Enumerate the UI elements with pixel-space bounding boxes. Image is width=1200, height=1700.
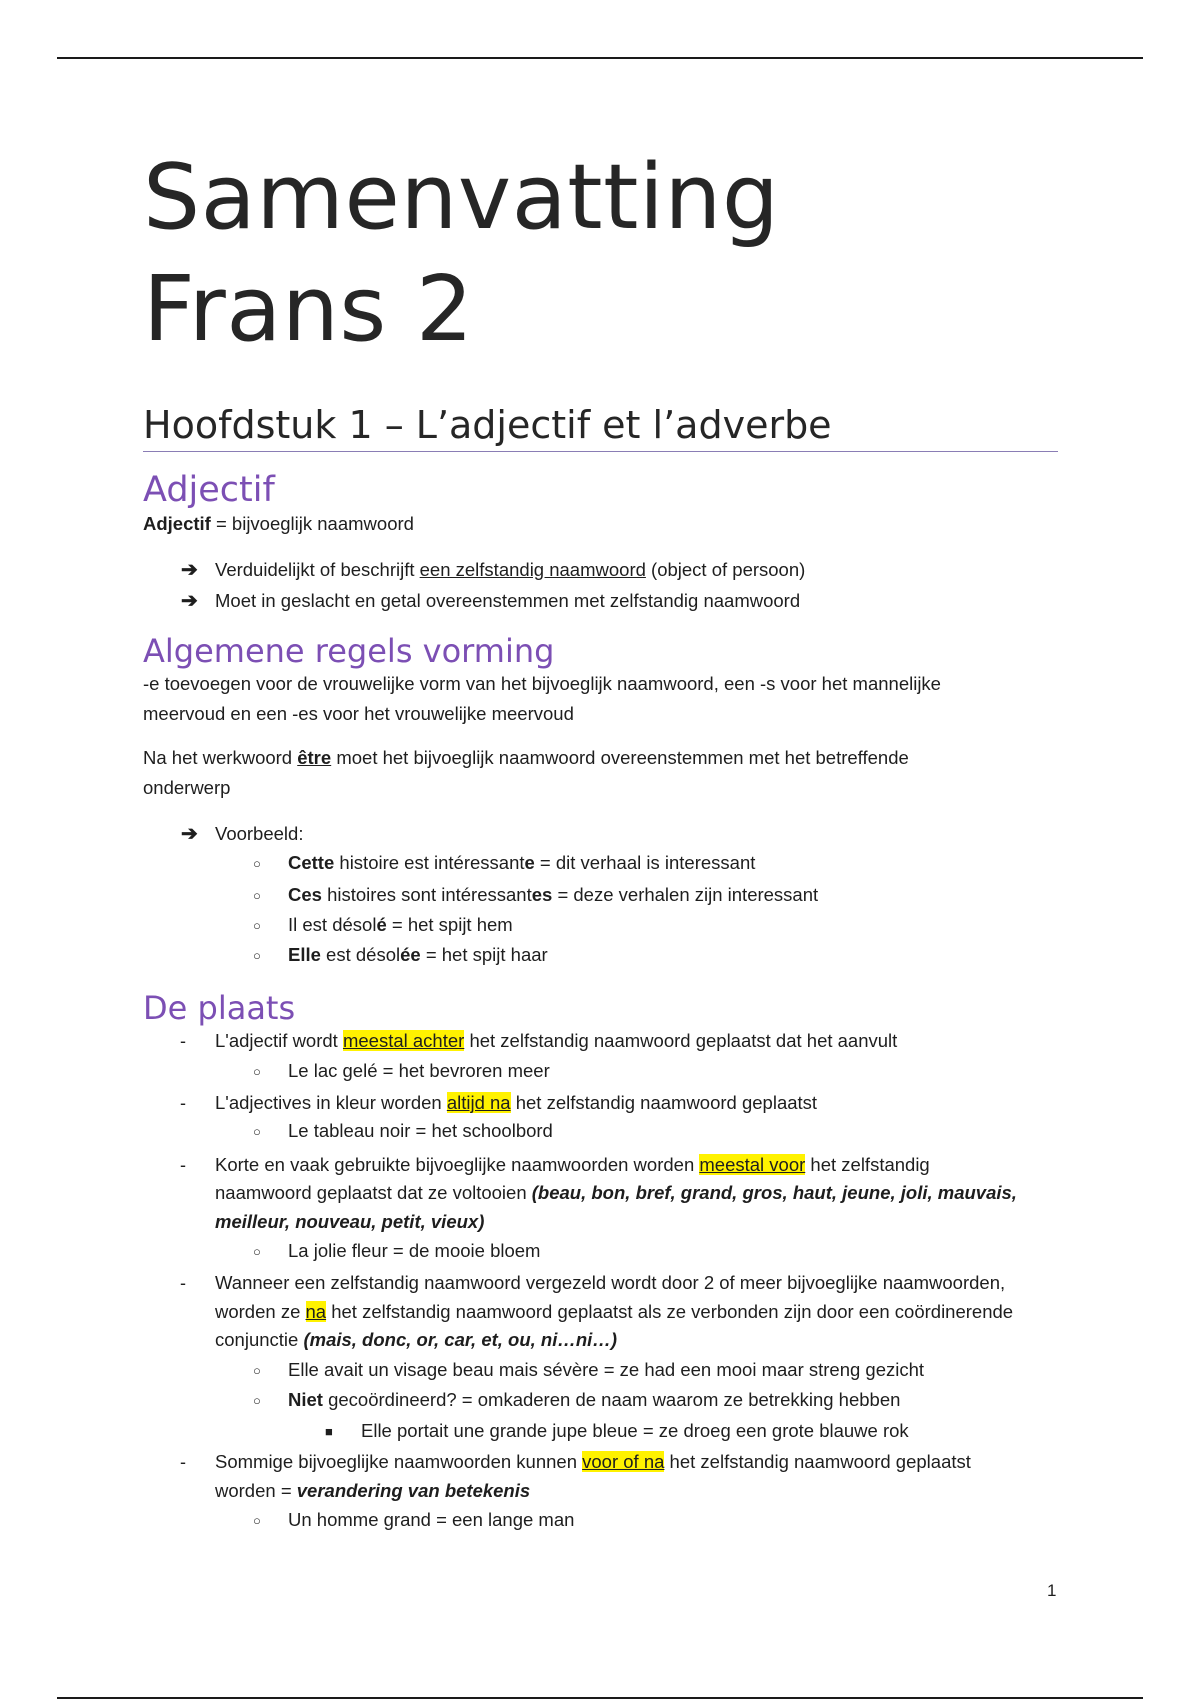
d4-l3b: (mais, donc, or, car, et, ou, ni…ni…) — [303, 1329, 617, 1350]
d4-highlight: na — [305, 1301, 327, 1322]
plaats-rule-4-line-2 — [215, 1297, 1013, 1327]
plaats-rule-5-line-2 — [215, 1476, 530, 1506]
d3-highlight: meestal voor — [699, 1154, 806, 1175]
b1-post: (object of persoon) — [645, 559, 806, 580]
dash-bullet-icon: - — [180, 1273, 186, 1293]
e2-a: Ces — [288, 884, 322, 905]
e1-a: Cette — [288, 852, 335, 873]
circle-bullet-icon: ○ — [253, 888, 261, 903]
chapter-heading: Hoofdstuk 1 – L’adjectif et l’adverbe — [143, 402, 1058, 452]
voorbeeld-label: Voorbeeld: — [215, 823, 304, 844]
d5-b: het zelfstandig naamwoord geplaatst — [664, 1451, 971, 1472]
e3-b: é — [376, 914, 387, 935]
plaats-rule-2-example: Le tableau noir = het schoolbord — [288, 1120, 553, 1141]
d4-ex2a: Niet — [288, 1389, 323, 1410]
d5-l2a: worden = — [215, 1480, 297, 1501]
plaats-rule-5-example: Un homme grand = een lange man — [288, 1509, 575, 1530]
d4-l2a: worden ze — [215, 1301, 306, 1322]
d2-b: het zelfstandig naamwoord geplaatst — [510, 1092, 818, 1113]
e1-b: histoire est intéressant — [334, 852, 525, 873]
page-number: 1 — [1047, 1581, 1057, 1600]
e1-d: = dit verhaal is interessant — [534, 852, 756, 873]
title-line-2: Frans 2 — [143, 257, 474, 362]
e1-c: e — [524, 852, 535, 873]
regels-para-1-line-1: -e toevoegen voor de vrouwelijke vorm van het bijvoeglijk naamwoord, een -s voor het mannelijke — [143, 673, 941, 694]
top-rule — [57, 57, 1143, 59]
d1-a: L'adjectif wordt — [215, 1030, 343, 1051]
d1-highlight: meestal achter — [342, 1030, 465, 1051]
plaats-rule-1-example: Le lac gelé = het bevroren meer — [288, 1060, 550, 1081]
d2-highlight: altijd na — [446, 1092, 511, 1113]
e3-c: = het spijt hem — [386, 914, 513, 935]
plaats-rule-3-line-1 — [215, 1150, 930, 1180]
e3-a: Il est désol — [288, 914, 377, 935]
plaats-rule-3-line-2 — [215, 1178, 1017, 1208]
e2-b: histoires sont intéressant — [321, 884, 532, 905]
plaats-rule-1 — [215, 1026, 897, 1056]
e2-d: = deze verhalen zijn interessant — [552, 884, 819, 905]
d3-b: het zelfstandig — [805, 1154, 930, 1175]
e4-b: est désol — [320, 944, 401, 965]
p2-post: moet het bijvoeglijk naamwoord overeenstemmen met het betreffende — [331, 747, 909, 768]
p2-etre: être — [297, 747, 332, 768]
e4-a: Elle — [288, 944, 321, 965]
dash-bullet-icon: - — [180, 1093, 186, 1113]
circle-bullet-icon: ○ — [253, 948, 261, 963]
regels-para-2-line-2: onderwerp — [143, 777, 231, 798]
d1-b: het zelfstandig naamwoord geplaatst dat het aanvult — [464, 1030, 898, 1051]
plaats-rule-3-example: La jolie fleur = de mooie bloem — [288, 1240, 541, 1261]
d3-l2a: naamwoord geplaatst dat ze voltooien — [215, 1182, 532, 1203]
d4-ex2b: gecoördineerd? = omkaderen de naam waarom ze betrekking hebben — [322, 1389, 901, 1410]
e4-c: ée — [400, 944, 421, 965]
heading-plaats: De plaats — [143, 989, 296, 1027]
example-3 — [288, 910, 513, 940]
circle-bullet-icon: ○ — [253, 856, 261, 871]
square-bullet-icon: ■ — [325, 1424, 333, 1439]
plaats-rule-4-example-1: Elle avait un visage beau mais sévère = ze had een mooi maar streng gezicht — [288, 1359, 925, 1380]
bottom-rule — [57, 1697, 1143, 1699]
d2-a: L'adjectives in kleur worden — [215, 1092, 447, 1113]
regels-para-1-line-2: meervoud en een -es voor het vrouwelijke meervoud — [143, 703, 574, 724]
d4-l2b: het zelfstandig naamwoord geplaatst als ze verbonden zijn door een coördinerende — [326, 1301, 1014, 1322]
d3-l2b: (beau, bon, bref, grand, gros, haut, jeune, joli, mauvais, — [531, 1182, 1017, 1203]
example-4 — [288, 940, 548, 970]
plaats-rule-3-line-3 — [215, 1207, 484, 1237]
arrow-bullet-icon: ➔ — [181, 559, 198, 581]
adjectif-bullet-2: Moet in geslacht en getal overeenstemmen met zelfstandig naamwoord — [215, 590, 801, 611]
circle-bullet-icon: ○ — [253, 1513, 261, 1528]
circle-bullet-icon: ○ — [253, 1124, 261, 1139]
circle-bullet-icon: ○ — [253, 1244, 261, 1259]
b1-pre: Verduidelijkt of beschrijft — [215, 559, 420, 580]
heading-regels: Algemene regels vorming — [143, 632, 555, 670]
plaats-rule-4-example-2 — [288, 1385, 900, 1415]
def-text: = bijvoeglijk naamwoord — [210, 513, 414, 534]
def-term: Adjectif — [143, 513, 211, 534]
plaats-rule-2 — [215, 1088, 817, 1118]
adjectif-bullet-1 — [215, 555, 805, 585]
plaats-rule-4-line-3 — [215, 1325, 617, 1355]
regels-para-2-line-1 — [143, 743, 1058, 773]
dash-bullet-icon: - — [180, 1452, 186, 1472]
heading-adjectif: Adjectif — [143, 470, 275, 510]
dash-bullet-icon: - — [180, 1031, 186, 1051]
arrow-bullet-icon: ➔ — [181, 823, 198, 845]
d4-l3a: conjunctie — [215, 1329, 304, 1350]
example-2 — [288, 880, 818, 910]
plaats-rule-5-line-1 — [215, 1447, 971, 1477]
circle-bullet-icon: ○ — [253, 1064, 261, 1079]
circle-bullet-icon: ○ — [253, 918, 261, 933]
p2-pre: Na het werkwoord — [143, 747, 298, 768]
title-line-1: Samenvatting — [143, 145, 780, 250]
document-title — [143, 142, 780, 366]
d3-l3: meilleur, nouveau, petit, vieux) — [215, 1211, 485, 1232]
circle-bullet-icon: ○ — [253, 1363, 261, 1378]
plaats-rule-4-example-3: Elle portait une grande jupe bleue = ze droeg een grote blauwe rok — [361, 1420, 909, 1441]
b1-underlined: een zelfstandig naamwoord — [419, 559, 646, 580]
adjectif-definition — [143, 509, 1058, 539]
arrow-bullet-icon: ➔ — [181, 590, 198, 612]
d3-a: Korte en vaak gebruikte bijvoeglijke naamwoorden worden — [215, 1154, 700, 1175]
d5-a: Sommige bijvoeglijke naamwoorden kunnen — [215, 1451, 583, 1472]
d5-highlight: voor of na — [582, 1451, 665, 1472]
circle-bullet-icon: ○ — [253, 1393, 261, 1408]
plaats-rule-4-line-1: Wanneer een zelfstandig naamwoord vergezeld wordt door 2 of meer bijvoeglijke naamwoorden, — [215, 1272, 1006, 1293]
e4-d: = het spijt haar — [420, 944, 548, 965]
dash-bullet-icon: - — [180, 1155, 186, 1175]
d5-l2b: verandering van betekenis — [296, 1480, 531, 1501]
e2-c: es — [531, 884, 553, 905]
example-1 — [288, 848, 755, 878]
